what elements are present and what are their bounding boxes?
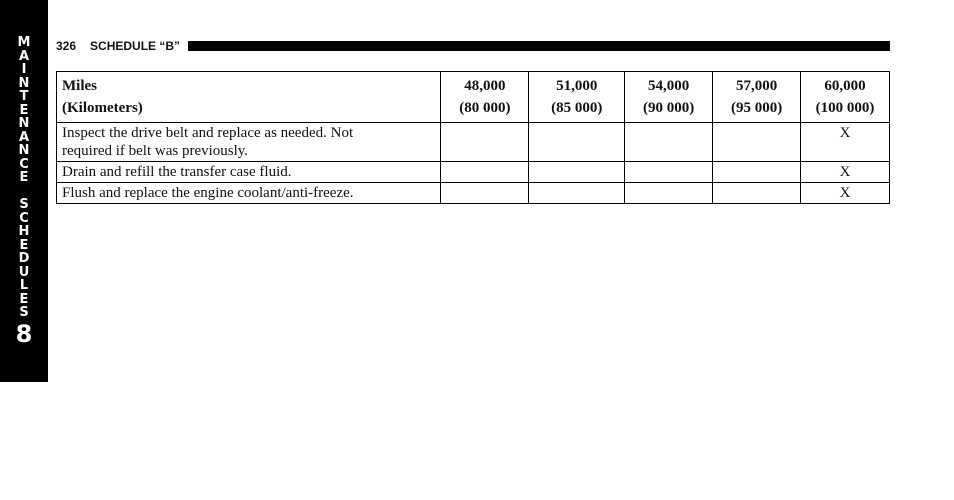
table-header-row bbox=[57, 72, 890, 123]
service-mark bbox=[625, 123, 713, 162]
task-description: Flush and replace the engine coolant/anti-freeze. bbox=[57, 183, 441, 204]
side-letter: N bbox=[18, 116, 30, 131]
maintenance-schedule-table bbox=[56, 71, 890, 204]
service-mark bbox=[529, 123, 625, 162]
section-title: SCHEDULE “B” bbox=[90, 39, 181, 53]
header-interval: 54,000 (90 000) bbox=[625, 72, 713, 123]
service-mark bbox=[441, 183, 529, 204]
side-letter: U bbox=[18, 264, 30, 280]
service-mark bbox=[625, 162, 713, 183]
side-letter: M bbox=[17, 35, 31, 50]
side-letter: N bbox=[18, 75, 30, 91]
page-number: 326 bbox=[56, 39, 77, 53]
table-row bbox=[57, 183, 890, 204]
service-mark bbox=[713, 183, 801, 204]
side-letter: A bbox=[18, 129, 30, 145]
side-letter: S bbox=[19, 305, 29, 320]
side-letter: E bbox=[19, 170, 29, 185]
side-tab-letters bbox=[18, 36, 31, 320]
service-mark bbox=[713, 162, 801, 183]
side-letter: I bbox=[21, 62, 27, 77]
side-letter: H bbox=[18, 224, 30, 239]
side-letter: E bbox=[19, 102, 29, 118]
side-letter: E bbox=[19, 237, 29, 253]
side-letter: E bbox=[19, 291, 29, 307]
side-letter: C bbox=[19, 156, 29, 172]
side-letter: C bbox=[19, 210, 29, 226]
task-description: Drain and refill the transfer case fluid. bbox=[57, 162, 441, 183]
service-mark bbox=[529, 183, 625, 204]
side-letter: D bbox=[18, 251, 30, 266]
service-mark: X bbox=[801, 162, 890, 183]
service-mark: X bbox=[801, 183, 890, 204]
service-mark bbox=[713, 123, 801, 162]
side-letter: N bbox=[18, 143, 30, 158]
chapter-number: 8 bbox=[15, 319, 33, 348]
page-header bbox=[56, 38, 890, 54]
header-interval: 60,000 (100 000) bbox=[801, 72, 890, 123]
side-letter: L bbox=[19, 278, 29, 293]
side-letter: S bbox=[19, 197, 29, 212]
table-row bbox=[57, 123, 890, 162]
service-mark bbox=[529, 162, 625, 183]
task-description: Inspect the drive belt and replace as needed. Not required if belt was previously. bbox=[57, 123, 441, 162]
header-rule bbox=[188, 41, 890, 51]
side-letter: A bbox=[18, 48, 30, 64]
header-interval: 57,000 (95 000) bbox=[713, 72, 801, 123]
chapter-side-tab bbox=[0, 0, 48, 382]
header-miles-label: Miles (Kilometers) bbox=[57, 72, 441, 123]
header-interval: 48,000 (80 000) bbox=[441, 72, 529, 123]
service-mark: X bbox=[801, 123, 890, 162]
side-letter: T bbox=[19, 89, 29, 104]
service-mark bbox=[441, 162, 529, 183]
header-interval: 51,000 (85 000) bbox=[529, 72, 625, 123]
service-mark bbox=[441, 123, 529, 162]
service-mark bbox=[625, 183, 713, 204]
table-row bbox=[57, 162, 890, 183]
